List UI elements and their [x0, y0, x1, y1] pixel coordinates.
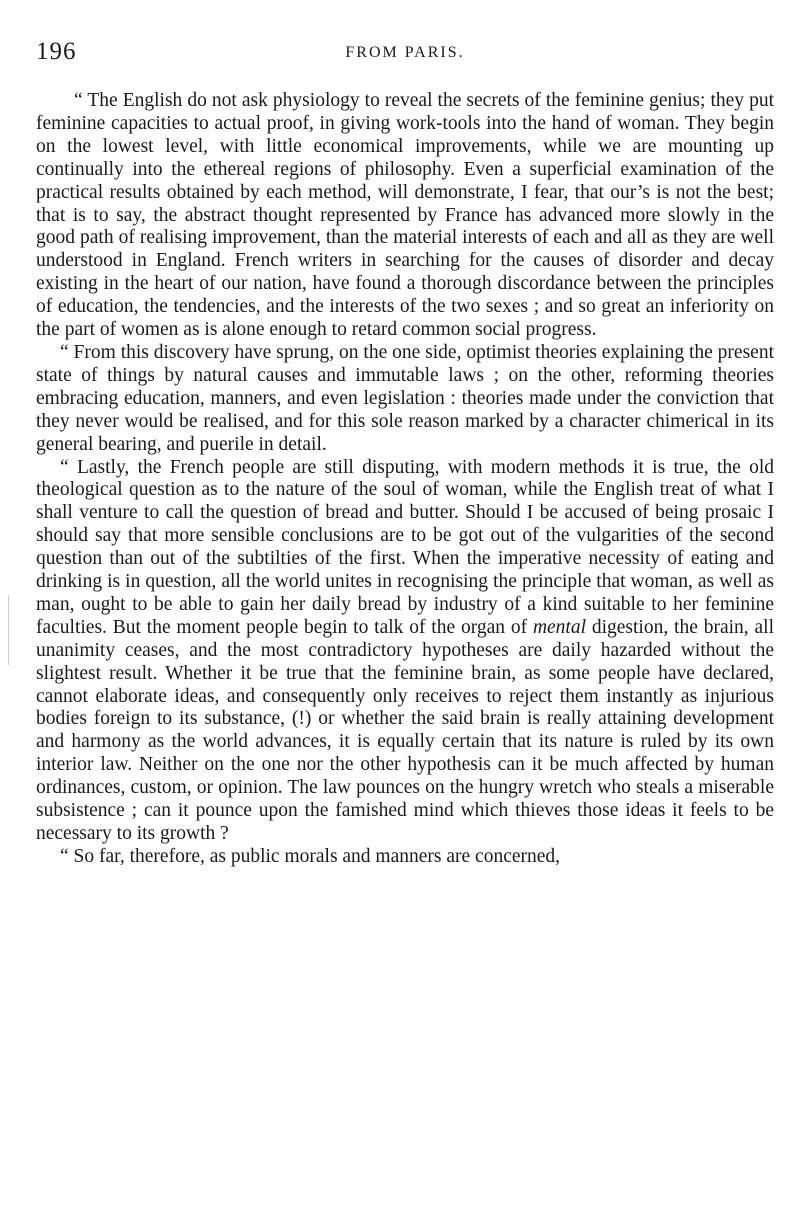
page-number: 196	[36, 38, 77, 65]
paragraph-text: digestion, the brain, all unanimity ceases, and the most contradictory hypotheses are daily hazarded without the slightest result. Whether it be true that the feminine brain, as some people have declared, cannot elaborate ideas, and consequently only receives to reject them instantly as injurious bodies foreign to its substance, (!) or whether the said brain is really attaining development and harmony as the world advances, it is equally certain that its nature is ruled by its own interior law. Neither on the one nor the other hypothesis can it be much affected by human ordinances, custom, or opinion. The law pounces on the hungry wretch who steals a miserable subsistence ; can it pounce upon the famished mind which thieves those ideas it feels to be necessary to its growth ?	[36, 616, 774, 844]
running-head: FROM PARIS.	[345, 44, 465, 61]
paragraph-text: “ The English do not ask physiology to reveal the secrets of the feminine genius; they put feminine capacities to actual proof, in giving work-tools into the hand of woman. They begin on the lowest level, with little economical improvements, while we are mounting up continually into the ethereal regions of philosophy. Even a superficial examination of the practical results obtained by each method, will demonstrate, I fear, that our’s is not the best; that is to say, the abstract thought represented by France has advanced more slowly in the good path of realising improvement, than the material interests of each and all as they are well understood in England. French writers in searching for the causes of disorder and decay existing in the heart of our nation, have found a thorough discordance between the principles of education, the tendencies, and the interests of the two sexes ; and so great an inferiority on the part of women as is alone enough to retard common social progress.	[36, 90, 774, 341]
margin-mark	[8, 595, 9, 665]
paragraph	[36, 342, 774, 457]
body-text	[36, 90, 774, 869]
paragraph-text: “ From this discovery have sprung, on the one side, optimist theories explaining the present state of things by natural causes and immutable laws ; on the other, reforming theories embracing education, manners, and even legislation : theories made under the conviction that they never would be realised, and for this sole reason marked by a character chimerical in its general bearing, and puerile in detail.	[36, 341, 774, 455]
paragraph	[36, 846, 774, 869]
paragraph	[36, 90, 774, 342]
paragraph-text: “ So far, therefore, as public morals and manners are concerned,	[60, 845, 561, 867]
paragraph-text: “ Lastly, the French people are still disputing, with modern methods it is true, the old theological question as to the nature of the soul of woman, while the English treat of what I shall venture to call the question of bread and butter. Should I be accused of being prosaic I should say that more sensible conclusions are to be got out of the vulgarities of the second question than out of the subtilties of the first. When the imperative necessity of eating and drinking is in question, all the world unites in recognising the principle that woman, as well as man, ought to be able to gain her daily bread by industry of a kind suitable to her feminine faculties. But the moment people begin to talk of the organ of	[36, 456, 774, 638]
emphasis-text: mental	[532, 616, 587, 638]
page-header	[36, 38, 774, 72]
paragraph	[36, 457, 774, 846]
